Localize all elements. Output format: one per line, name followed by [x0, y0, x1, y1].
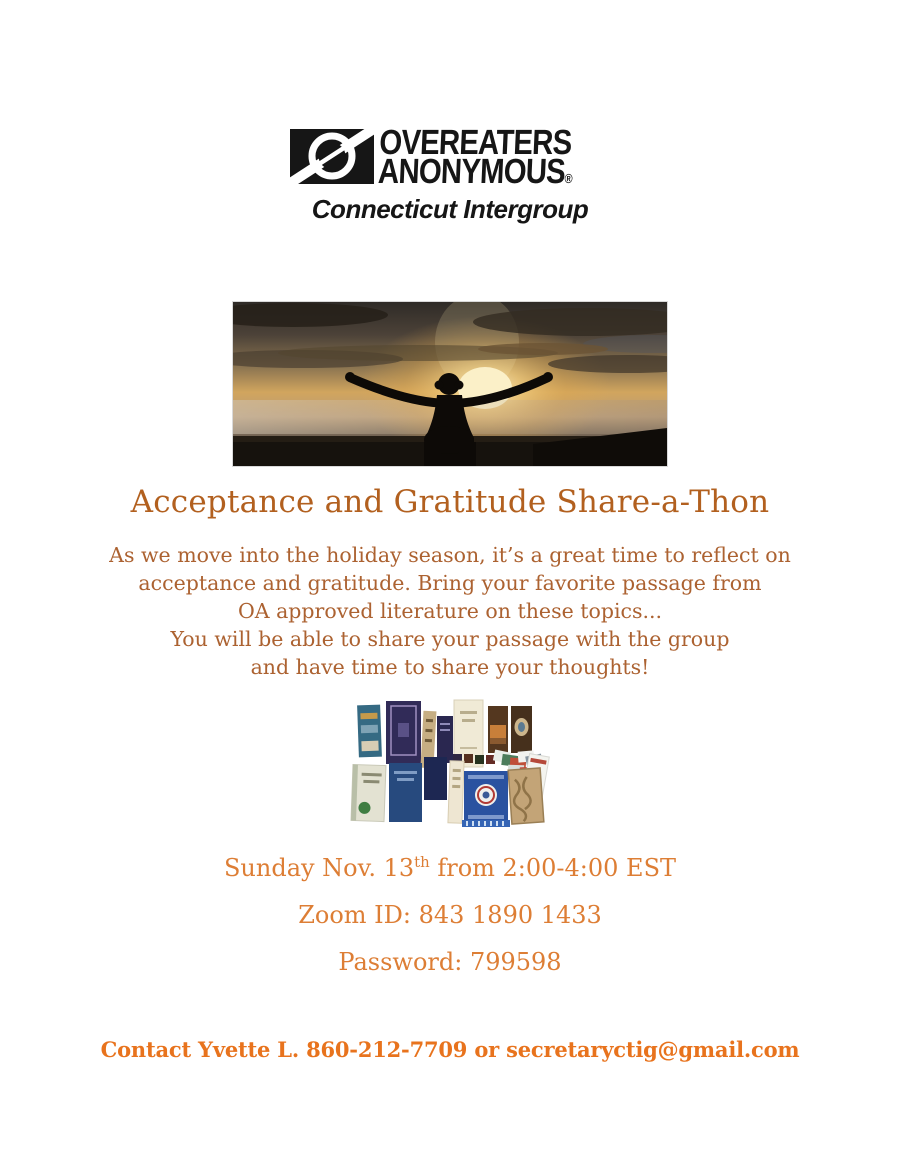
event-date: Sunday Nov. 13: [223, 854, 415, 882]
zoom-meeting-id: Zoom ID: 843 1890 1433: [298, 901, 602, 929]
oa-literature-graphic: [350, 699, 550, 828]
oa-logo-row: [289, 123, 612, 193]
event-time: from 2:00-4:00 EST: [429, 854, 677, 882]
sunrise-photo-graphic: [233, 302, 667, 466]
description-line: OA approved literature on these topics...: [237, 599, 663, 623]
registered-trademark-symbol: ®: [563, 171, 573, 186]
oa-logo-mark-icon: [289, 128, 375, 185]
event-datetime: [224, 853, 676, 882]
zoom-password: Password: 799598: [338, 948, 562, 976]
sunrise-photo: [232, 301, 668, 467]
oa-literature-photo: [350, 699, 550, 828]
oa-wordmark-line2: ANONYMOUS®: [376, 152, 573, 191]
description-line: You will be able to share your passage with the group: [170, 627, 730, 651]
contact-info: Contact Yvette L. 860-212-7709 or secretaryctig@gmail.com: [100, 1037, 800, 1062]
oa-wordmark: [376, 123, 575, 193]
event-details: [224, 853, 676, 995]
description-line: and have time to share your thoughts!: [250, 655, 650, 679]
event-description: [109, 541, 791, 681]
description-line: As we move into the holiday season, it’s a great time to reflect on: [109, 543, 791, 567]
event-title: Acceptance and Gratitude Share-a-Thon: [130, 484, 770, 520]
oa-logo-block: [289, 123, 612, 225]
logo-subtitle: Connecticut Intergroup: [311, 194, 589, 224]
description-line: acceptance and gratitude. Bring your favorite passage from: [138, 571, 762, 595]
date-ordinal-suffix: th: [414, 853, 430, 871]
oa-wordmark-line1: OVEREATERS: [378, 123, 572, 162]
